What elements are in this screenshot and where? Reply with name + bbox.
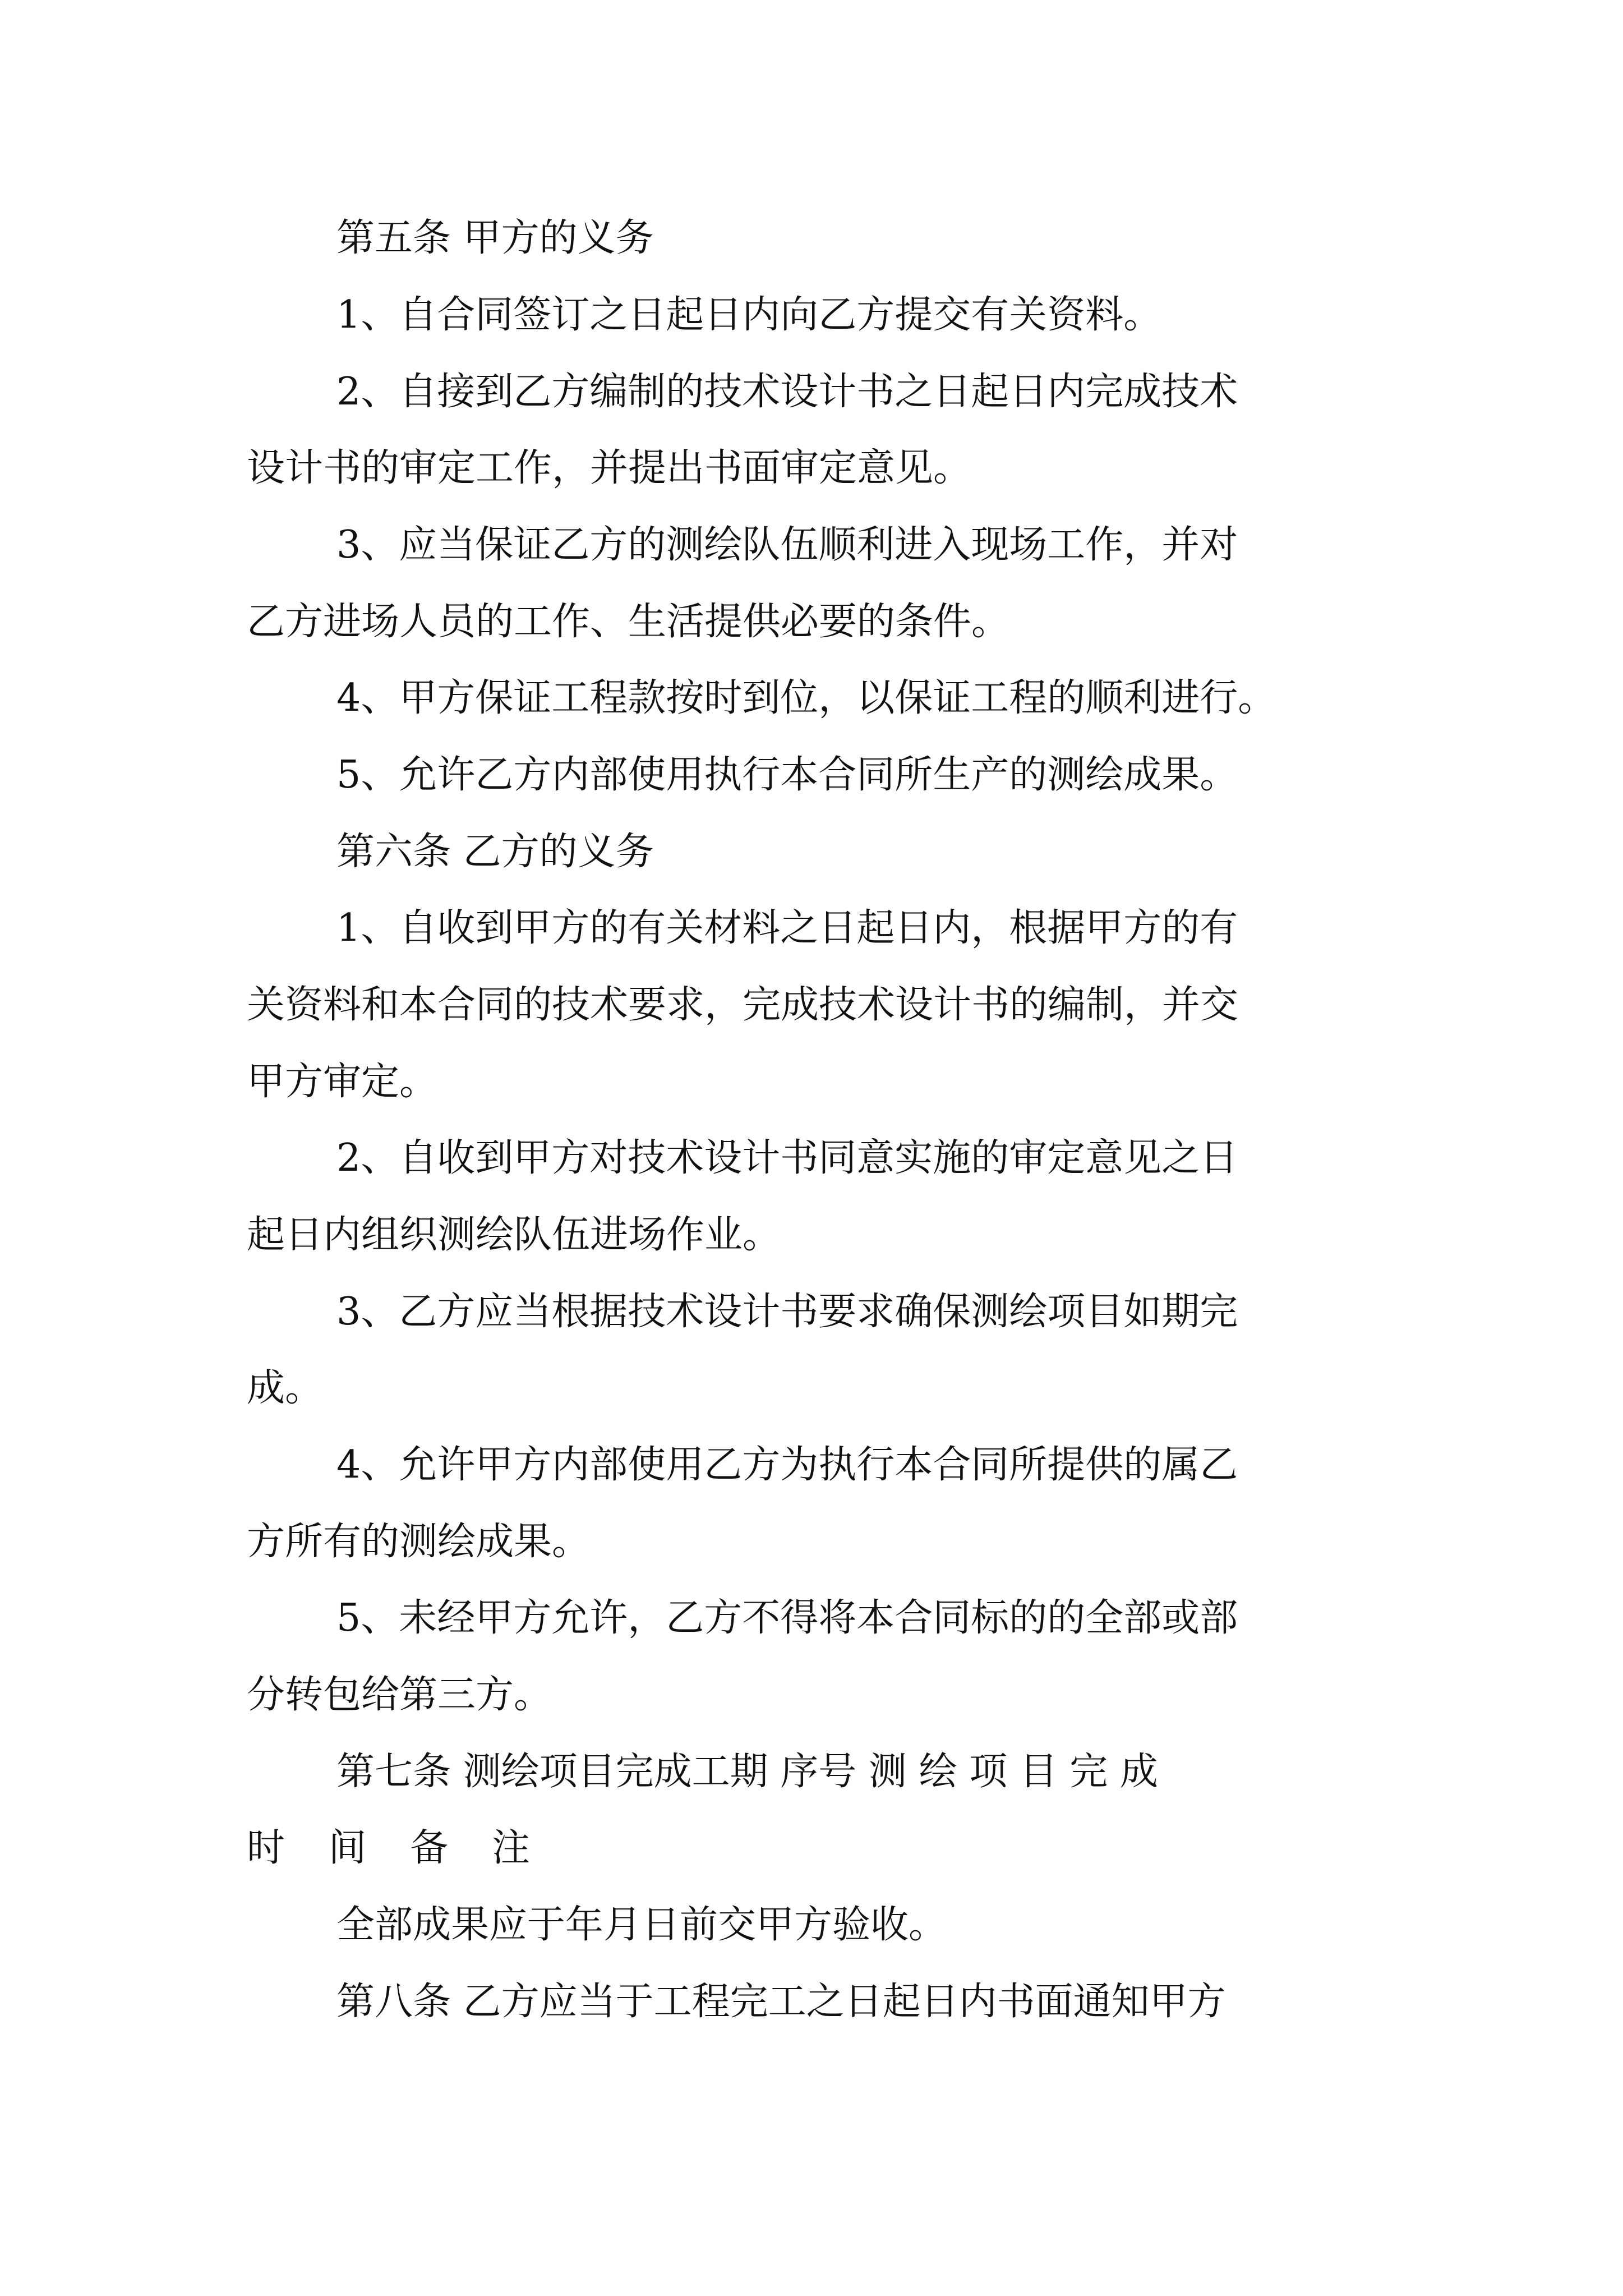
article-5-item-1: 1、自合同签订之日起日内向乙方提交有关资料。 <box>336 293 1162 337</box>
article-6-item-4-line-1: 4、允许甲方内部使用乙方为执行本合同所提供的属乙 <box>336 1443 1238 1487</box>
article-8-heading: 第八条 乙方应当于工程完工之日起日内书面通知甲方 <box>336 1980 1226 2024</box>
article-6-item-2-line-2: 起日内组织测绘队伍进场作业。 <box>247 1213 781 1257</box>
article-6-item-2-line-1: 2、自收到甲方对技术设计书同意实施的审定意见之日 <box>336 1136 1238 1180</box>
article-6-item-1-line-3: 甲方审定。 <box>247 1060 438 1104</box>
article-5-item-3-line-2: 乙方进场人员的工作、生活提供必要的条件。 <box>247 600 1010 644</box>
article-6-item-3-line-1: 3、乙方应当根据技术设计书要求确保测绘项目如期完 <box>336 1290 1238 1334</box>
article-7-deadline: 全部成果应于年月日前交甲方验收。 <box>336 1903 947 1947</box>
article-5-item-4: 4、甲方保证工程款按时到位，以保证工程的顺利进行。 <box>336 676 1276 720</box>
article-6-item-5-line-1: 5、未经甲方允许，乙方不得将本合同标的的全部或部 <box>336 1596 1238 1640</box>
article-5-item-2-line-1: 2、自接到乙方编制的技术设计书之日起日内完成技术 <box>336 370 1238 414</box>
article-6-heading: 第六条 乙方的义务 <box>336 830 654 874</box>
article-6-item-1-line-1: 1、自收到甲方的有关材料之日起日内，根据甲方的有 <box>336 906 1238 950</box>
article-6-item-5-line-2: 分转包给第三方。 <box>247 1673 552 1717</box>
article-6-item-4-line-2: 方所有的测绘成果。 <box>247 1520 591 1564</box>
article-6-item-1-line-2: 关资料和本合同的技术要求，完成技术设计书的编制，并交 <box>247 983 1239 1027</box>
article-7-heading-line-1: 第七条 测绘项目完成工期 序号 测 绘 项 目 完 成 <box>336 1750 1158 1794</box>
article-5-item-3-line-1: 3、应当保证乙方的测绘队伍顺利进入现场工作，并对 <box>336 523 1238 567</box>
article-6-item-3-line-2: 成。 <box>247 1366 324 1410</box>
article-5-item-5: 5、允许乙方内部使用执行本合同所生产的测绘成果。 <box>336 753 1238 797</box>
article-7-heading-line-2: 时 间 备 注 <box>247 1826 546 1870</box>
article-5-item-2-line-2: 设计书的审定工作，并提出书面审定意见。 <box>247 446 972 490</box>
article-5-heading: 第五条 甲方的义务 <box>336 216 654 260</box>
